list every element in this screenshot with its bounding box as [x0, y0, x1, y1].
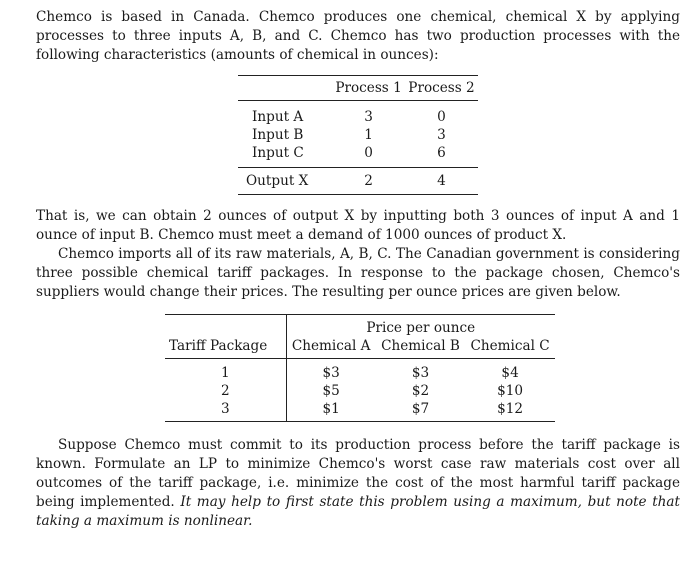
process-2-header: Process 2 [405, 76, 478, 101]
process-table-header-row [238, 76, 478, 101]
tariff-group-header-row [165, 315, 555, 338]
chemical-a-header: Chemical A [286, 337, 376, 359]
package-number: 1 [165, 359, 286, 383]
cell-value: $2 [411, 383, 430, 399]
paragraph-4-italic-note: It may help to first state this problem using a maximum, but note that taking a maximum is nonlinear. [36, 494, 680, 529]
cell-value: $10 [497, 383, 524, 399]
cell-value: $7 [376, 400, 465, 422]
table-row [165, 382, 555, 400]
package-number: 2 [165, 382, 286, 400]
cell-value: $3 [411, 365, 430, 381]
cell-value: 2 [332, 168, 405, 195]
tariff-column-header-row [165, 337, 555, 359]
table-row [238, 126, 478, 144]
process-1-header: Process 1 [332, 76, 405, 101]
table-row [238, 144, 478, 168]
table-row [238, 101, 478, 127]
input-label: Input C [252, 145, 304, 161]
input-label: Input B [252, 127, 304, 143]
cell-value: $5 [322, 383, 340, 399]
process-table [238, 75, 478, 195]
cell-value: 1 [364, 127, 373, 143]
tariff-table [165, 314, 555, 422]
tariff-package-header: Tariff Package [165, 337, 286, 359]
input-label: Input A [252, 109, 304, 125]
cell-value: 0 [364, 145, 373, 161]
table-row [165, 400, 555, 422]
cell-value: $1 [286, 400, 376, 422]
tariff-table-container [36, 314, 680, 422]
output-label: Output X [238, 168, 332, 195]
chemical-b-header: Chemical B [376, 337, 465, 359]
chemical-c-header: Chemical C [465, 337, 555, 359]
cell-value: $4 [501, 365, 519, 381]
cell-value: 0 [437, 109, 446, 125]
cell-value: $12 [465, 400, 555, 422]
cell-value: $3 [322, 365, 340, 381]
price-per-ounce-header: Price per ounce [286, 315, 555, 338]
intro-paragraph: Chemco is based in Canada. Chemco produces one chemical, chemical X by applying processes to three inputs A, B, and C. Chemco has two production processes with the following characteristics (amounts of chemical in ounces): [36, 9, 680, 63]
paragraph-4 [36, 436, 680, 531]
paragraph-3: Chemco imports all of its raw materials, A, B, C. The Canadian government is considering three possible chemical tariff packages. In response to the package chosen, Chemco's suppliers would change their prices. The resulting per ounce prices are given below. [36, 246, 680, 300]
output-row [238, 168, 478, 195]
paragraph-4-text: Suppose Chemco must commit to its production process before the tariff package is known. Formulate an LP to minimize Chemco's worst case raw materials cost over all outcomes of the tariff package, i.e. minimize the cost of the most harmful tariff package being implemented. [36, 437, 680, 510]
cell-value: 6 [437, 145, 446, 161]
cell-value: 3 [437, 127, 446, 143]
paragraph-2: That is, we can obtain 2 ounces of output X by inputting both 3 ounces of input A and 1 ounce of input B. Chemco must meet a demand of 1000 ounces of product X. [36, 208, 680, 243]
process-table-container [36, 75, 680, 195]
table-row [165, 359, 555, 383]
cell-value: 4 [405, 168, 478, 195]
cell-value: 3 [364, 109, 373, 125]
package-number: 3 [165, 400, 286, 422]
